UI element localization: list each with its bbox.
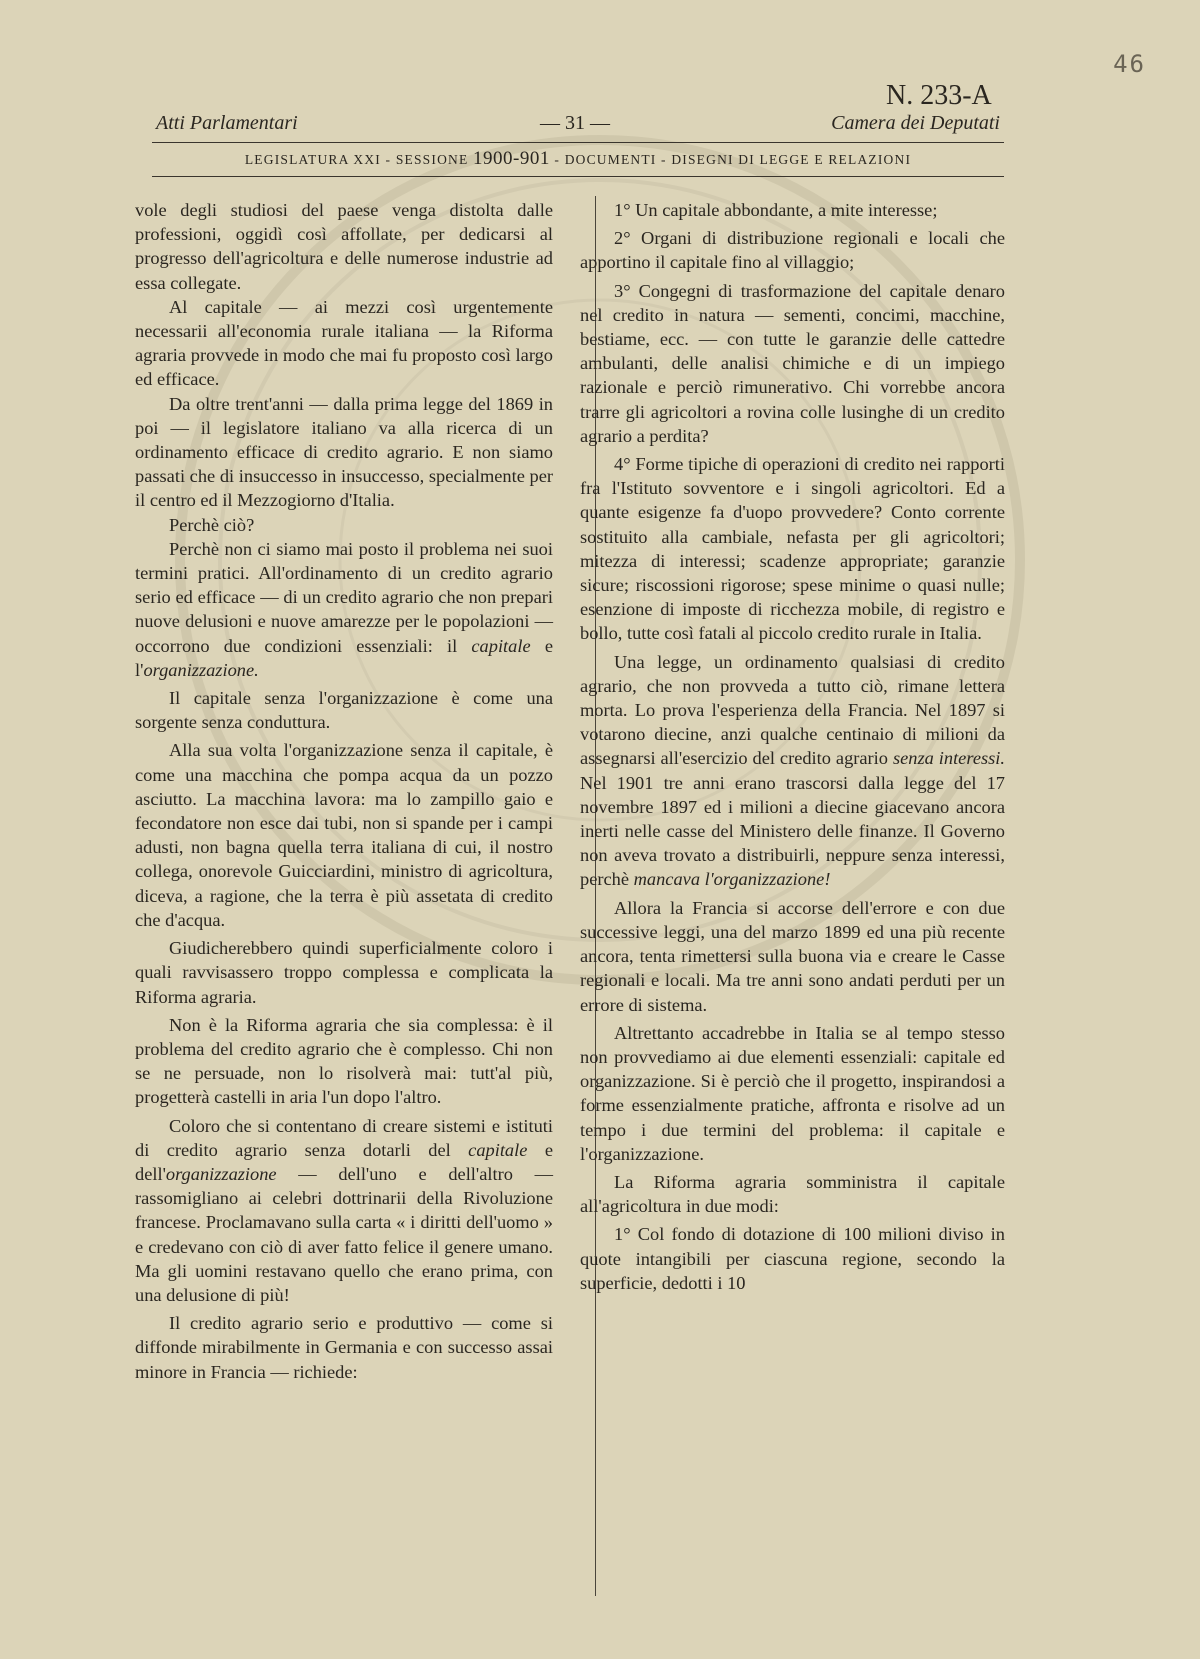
- list-item: 1° Col fondo di dotazione di 100 milioni diviso in quote intangibili per ciascuna regione, secondo la superficie, dedotti i 10: [580, 1224, 1005, 1293]
- paragraph: Giudicherebbero quindi superficialmente coloro i quali ravvisassero troppo complessa e complicata la Riforma agraria.: [135, 938, 553, 1007]
- paragraph: Non è la Riforma agraria che sia complessa: è il problema del credito agrario che è complesso. Chi non se ne persuade, non lo risolverà mai: tutt'al più, progetterà castelli in aria l'un dopo l'altro.: [135, 1014, 553, 1108]
- header-right: Camera dei Deputati: [831, 112, 1000, 134]
- paragraph: [135, 537, 553, 682]
- document-number: N. 233-A: [886, 80, 992, 111]
- right-column: [580, 198, 1005, 1295]
- sub-header-part1: LEGISLATURA XXI - SESSIONE: [244, 152, 469, 167]
- paragraph: Perchè ciò?: [169, 514, 255, 535]
- paragraph-text: e dell': [135, 1139, 553, 1184]
- paragraph: [135, 1114, 553, 1308]
- paragraph: [580, 650, 1005, 892]
- list-item: 2° Organi di distribuzione regionali e locali che apportino il capitale fino al villaggio;: [580, 228, 1005, 273]
- emphasis: mancava l'organizzazione!: [633, 869, 831, 890]
- paragraph: Alla sua volta l'organizzazione senza il capitale, è come una macchina che pompa acqua da un pozzo asciutto. La macchina lavora: ma lo zampillo gaio e fecondatore non esce dai tubi, non si spande per i campi adusti, non bagna quella terra italiana di cui, il nostro collega, onorevole Guicciardini, ministro di agricoltura, diceva, a ragione, che la terra è più assetata di credito che d'acqua.: [135, 740, 553, 930]
- emphasis: organizzazione.: [143, 659, 259, 680]
- emphasis: capitale: [468, 1139, 528, 1160]
- paragraph: Il credito agrario serio e produttivo — come si diffonde mirabilmente in Germania e con successo assai minore in Francia — richiede:: [135, 1313, 553, 1382]
- paragraph-text: — dell'uno e dell'altro — rassomigliano ai celebri dottrinarii della Rivoluzione francese. Proclamavano sulla carta « i diritti dell'uomo » e credevano con ciò di aver fatto felice il genere umano. Ma gli uomini restavano quello che erano prima, con una delusione di più!: [135, 1163, 553, 1305]
- header-page-number: — 31 —: [540, 112, 610, 134]
- list-item: 3° Congegni di trasformazione del capitale denaro nel credito in natura — sementi, concimi, macchine, bestiame, ecc. — con tutte le garanzie delle cattedre ambulanti, delle analisi chimiche e di un impiego razionale e perciò rimunerativo. Chi vorrebbe ancora trarre gli agricoltori a rovina colle lusinghe di un credito agrario a perdita?: [580, 280, 1005, 446]
- header-left: Atti Parlamentari: [156, 112, 298, 134]
- header-rule: [152, 176, 1004, 177]
- paragraph: Da oltre trent'anni — dalla prima legge del 1869 in poi — il legislatore italiano va alla ricerca di un ordinamento efficace di credito agrario. E non siamo passati che di insuccesso in insuccesso, specialmente per il centro ed il Mezzogiorno d'Italia.: [135, 393, 553, 511]
- paragraph: Al capitale — ai mezzi così urgentemente necessarii all'economia rurale italiana — la Riforma agraria provvede in modo che mai fu proposto così largo ed efficace.: [135, 296, 553, 390]
- paragraph: vole degli studiosi del paese venga distolta dalle professioni, oggidì così affollate, per dedicarsi al progresso dell'agricoltura e delle numerose industrie ad essa collegate.: [135, 200, 553, 293]
- paragraph-text: Perchè non ci siamo mai posto il problema nei suoi termini pratici. All'ordinamento di un credito agrario serio ed efficace — di un credito agrario che non prepari nuove delusioni e nuove amarezze per le popolazioni — occorrono due condizioni essenziali: il: [135, 538, 553, 656]
- paragraph-text: Coloro che si contentano di creare sistemi e istituti di credito agrario senza dotarli del: [135, 1115, 553, 1160]
- paragraph-text: e l': [135, 635, 553, 680]
- running-header: [152, 112, 1004, 143]
- emphasis: capitale: [471, 635, 531, 656]
- paragraph: Altrettanto accadrebbe in Italia se al tempo stesso non provvediamo ai due elementi essenziali: capitale ed organizzazione. Si è perciò che il progetto, inspirandosi a forme essenzialmente pratiche, affronta e risolve ad un tempo i due termini del problema: il capitale e l'organizzazione.: [580, 1022, 1005, 1164]
- paragraph: Il capitale senza l'organizzazione è come una sorgente senza conduttura.: [135, 688, 553, 733]
- list-item: 4° Forme tipiche di operazioni di credito nei rapporti fra l'Istituto sovventore e i singoli agricoltori. Ed a quante esigenze fa d'uopo provvedere? Conto corrente sostituito alla cambiale, nefasta per gli agricoltori; mitezza di interessi; scadenze appropriate; garanzie sicure; riscossioni rigorose; spese minime o quasi nulle; esenzione di imposte di ricchezza mobile, di registro e bollo, tutte così fatali al piccolo credito rurale in Italia.: [580, 454, 1005, 644]
- emphasis: senza interessi.: [892, 748, 1005, 769]
- sub-header: [152, 148, 1004, 170]
- paragraph: La Riforma agraria somministra il capitale all'agricoltura in due modi:: [580, 1171, 1005, 1217]
- page-stamp-number: 46: [1113, 50, 1146, 78]
- paragraph-text: Una legge, un ordinamento qualsiasi di credito agrario, che non provveda a tutto ciò, rimane lettera morta. Lo prova l'esperienza della Francia. Nel 1897 si votarono diecine, anzi qualche centinaio di milioni da assegnarsi all'esercizio del credito agrario: [580, 651, 1005, 769]
- sub-header-years: 1900-901: [473, 148, 550, 169]
- paragraph: Allora la Francia si accorse dell'errore e con due successive leggi, una del marzo 1899 ed una più recente ancora, tenta rimettersi sulla buona via e creare le Casse regionali e locali. Ma tre anni sono andati perduti per un errore di sistema.: [580, 897, 1005, 1015]
- emphasis: organizzazione: [165, 1163, 277, 1184]
- paragraph-text: Nel 1901 tre anni erano trascorsi dalla legge del 17 novembre 1897 ed i milioni a diecine giacevano ancora inerti nelle casse del Ministero delle finanze. Il Governo non aveva trovato a distribuirli, neppure senza interessi, perchè: [580, 772, 1005, 890]
- sub-header-part2: - DOCUMENTI - DISEGNI DI LEGGE E RELAZIONI: [554, 152, 912, 167]
- left-column: [135, 198, 553, 1384]
- list-item: 1° Un capitale abbondante, a mite interesse;: [614, 200, 938, 220]
